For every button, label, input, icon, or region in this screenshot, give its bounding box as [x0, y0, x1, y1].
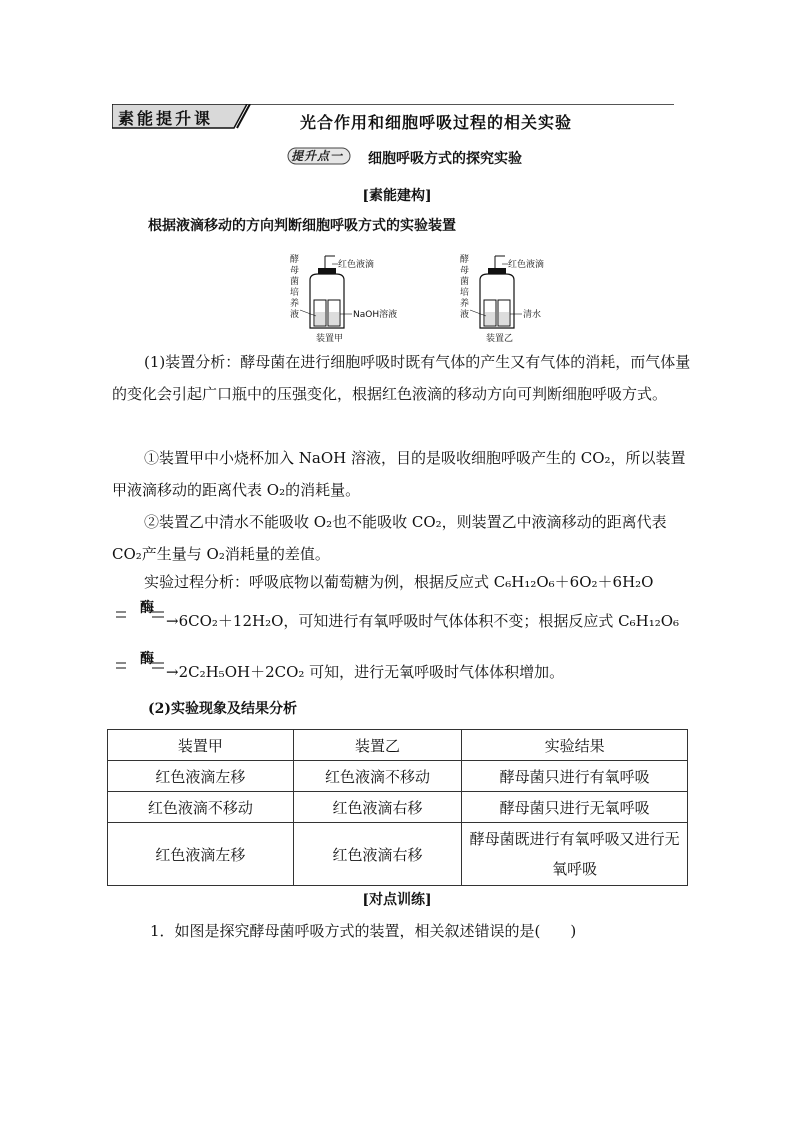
table-cell: 红色液滴左移: [108, 823, 294, 886]
equation-2: →2C₂H₅OH＋2CO₂ 可知，进行无氧呼吸时气体体积增加。: [166, 663, 565, 681]
left-side-label-1: 母: [290, 266, 300, 276]
header-badge: [112, 104, 242, 130]
table-cell: 红色液滴不移动: [293, 761, 462, 792]
right-drop-label: 红色液滴: [508, 260, 545, 270]
table-header: 实验结果: [462, 730, 688, 761]
table-row: [108, 761, 688, 792]
table-header-row: [108, 730, 688, 761]
table-cell: 红色液滴右移: [293, 792, 462, 823]
right-side-label-1: 母: [460, 266, 470, 276]
table-row: [108, 823, 688, 886]
apparatus-figure: [280, 250, 580, 350]
table-cell: 红色液滴左移: [108, 761, 294, 792]
table-cell: 酵母菌只进行有氧呼吸: [462, 761, 688, 792]
page-title: 光合作用和细胞呼吸过程的相关实验: [300, 113, 573, 132]
table-cell: 酵母菌只进行无氧呼吸: [462, 792, 688, 823]
analysis-paragraph-2: ①装置甲中小烧杯加入 NaOH 溶液，目的是吸收细胞呼吸产生的 CO₂，所以装置甲液滴移动的距离代表 O₂的消耗量。: [112, 449, 686, 499]
section-label: [素能建构]: [362, 188, 432, 204]
table-cell: 红色液滴不移动: [108, 792, 294, 823]
table-cell: 红色液滴右移: [293, 823, 462, 886]
badge-label: 素能提升课: [118, 109, 214, 128]
device-left: [290, 253, 397, 344]
right-side-label-5: 液: [460, 310, 470, 320]
subbadge-label: 提升点一: [291, 149, 344, 163]
right-side-label-4: 养: [460, 299, 470, 309]
left-side-label-3: 培: [290, 288, 300, 298]
table-header: 装置乙: [293, 730, 462, 761]
left-caption: 装置甲: [316, 334, 344, 344]
left-side-label-0: 酵: [290, 255, 300, 265]
right-side-label-3: 培: [460, 288, 470, 298]
equation-1: →6CO₂＋12H₂O，可知进行有氧呼吸时气体体积不变；根据反应式 C₆H₁₂O₆: [166, 612, 680, 630]
right-liquid-label: 清水: [523, 310, 542, 320]
apparatus-diagram: [280, 250, 580, 350]
subheader-title: 细胞呼吸方式的探究实验: [368, 151, 522, 167]
results-title: (2)实验现象及结果分析: [148, 701, 297, 717]
enzyme-label-1: 酶: [140, 600, 154, 616]
subheader-badge: [287, 147, 353, 165]
table-header: 装置甲: [108, 730, 294, 761]
right-side-label-2: 菌: [460, 277, 470, 287]
question-1: 1．如图是探究酵母菌呼吸方式的装置，相关叙述错误的是( ): [150, 922, 577, 940]
enzyme-label-2: 酶: [140, 651, 154, 667]
left-liquid-label: NaOH溶液: [353, 310, 398, 320]
results-table: [107, 729, 688, 886]
left-side-label-5: 液: [290, 310, 300, 320]
left-drop-label: 红色液滴: [338, 260, 375, 270]
left-side-label-2: 菌: [290, 277, 300, 287]
analysis-paragraph-1: (1)装置分析：酵母菌在进行细胞呼吸时既有气体的产生又有气体的消耗，而气体量的变化会引起广口瓶中的压强变化，根据红色液滴的移动方向可判断细胞呼吸方式。: [112, 353, 691, 403]
intro-text: 根据液滴移动的方向判断细胞呼吸方式的实验装置: [148, 218, 456, 234]
device-right: [460, 253, 544, 344]
table-cell: 酵母菌既进行有氧呼吸又进行无氧呼吸: [462, 823, 688, 886]
analysis-paragraph-3: ②装置乙中清水不能吸收 O₂也不能吸收 CO₂，则装置乙中液滴移动的距离代表 CO₂产生量与 O₂消耗量的差值。: [112, 513, 667, 563]
right-caption: 装置乙: [486, 334, 514, 344]
table-row: [108, 792, 688, 823]
right-side-label-0: 酵: [460, 255, 470, 265]
left-side-label-4: 养: [290, 299, 300, 309]
training-label: [对点训练]: [362, 892, 432, 908]
analysis-paragraph-4: 实验过程分析：呼吸底物以葡萄糖为例，根据反应式 C₆H₁₂O₆＋6O₂＋6H₂O: [144, 573, 654, 591]
